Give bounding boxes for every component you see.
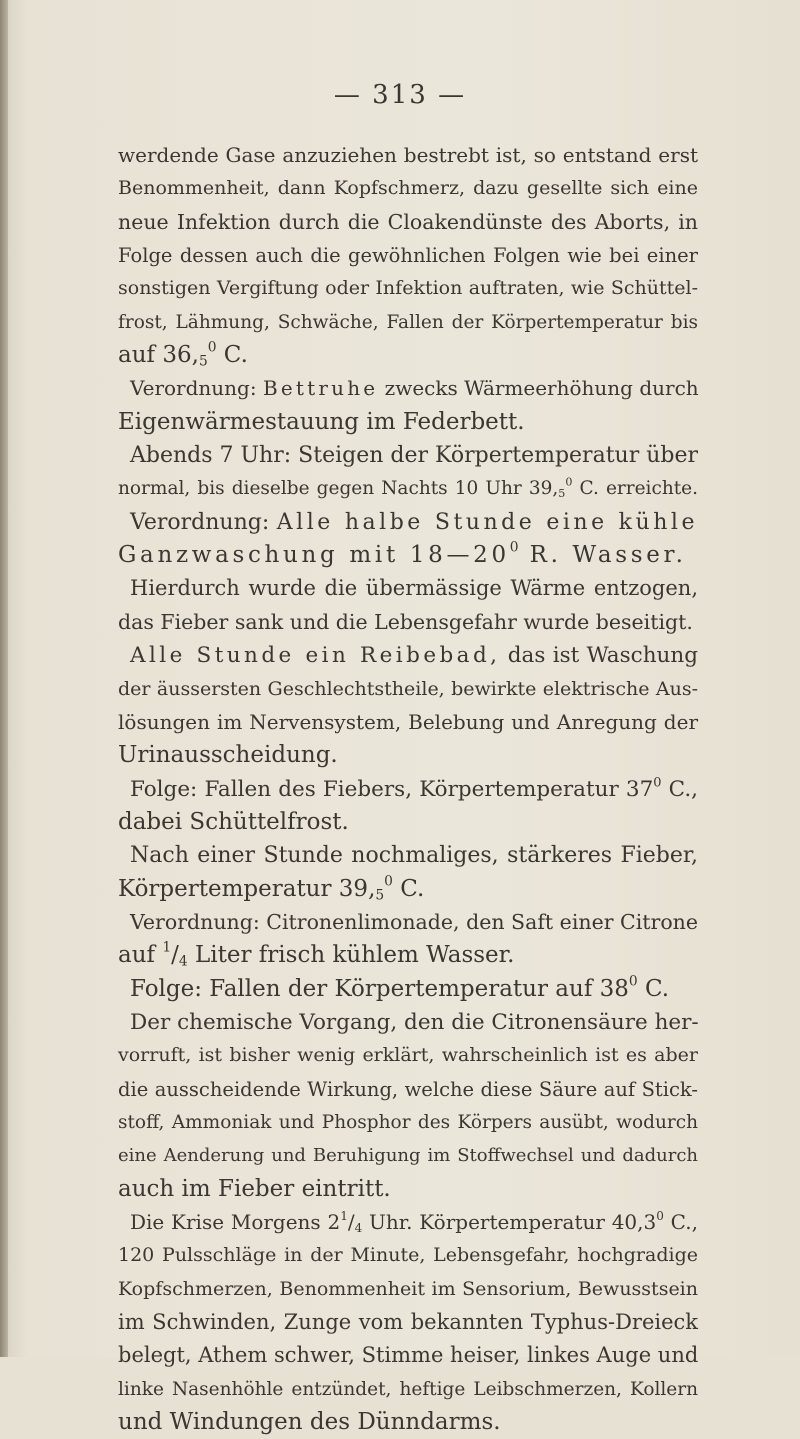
text-segment: und Windungen des Dünndarms. bbox=[118, 1409, 501, 1436]
text-segment: der äussersten Geschlechtstheile, bewirkte elektrische Aus- bbox=[118, 677, 698, 700]
text-segment: Der chemische Vorgang, den die Citronensäure her- bbox=[130, 1009, 699, 1035]
text-segment: R. Wasser. bbox=[518, 542, 687, 569]
text-line bbox=[118, 639, 698, 672]
text-line bbox=[118, 539, 698, 572]
text-segment: normal, bis dieselbe gegen Nachts 10 Uhr 39, bbox=[118, 478, 559, 500]
text-segment: stoff, Ammoniak und Phosphor des Körpers ausübt, wodurch bbox=[118, 1111, 698, 1133]
text-line bbox=[118, 1106, 698, 1139]
text-segment: Die Krise Morgens 2 bbox=[130, 1210, 341, 1234]
text-line bbox=[118, 739, 698, 772]
text-line bbox=[118, 139, 698, 172]
text-segment: Ganzwaschung mit 18—20 bbox=[118, 542, 510, 569]
superscript: 0 bbox=[207, 339, 217, 356]
text-segment: Urinausscheidung. bbox=[118, 742, 338, 769]
text-segment: vorruft, ist bisher wenig erklärt, wahrscheinlich ist es aber bbox=[118, 1044, 698, 1067]
text-segment: Verordnung: bbox=[130, 509, 277, 535]
text-segment: Alle Stunde ein Reibebad, bbox=[130, 643, 501, 669]
text-segment: frost, Lähmung, Schwäche, Fallen der Körpertemperatur bis bbox=[118, 311, 698, 333]
subscript: 5 bbox=[198, 353, 208, 370]
text-segment: C., bbox=[661, 776, 698, 802]
text-segment: Abends 7 Uhr: Steigen der Körpertemperatur über bbox=[130, 443, 698, 469]
text-segment: Folge: Fallen des Fiebers, Körpertemperatur 37 bbox=[130, 776, 654, 802]
superscript: 0 bbox=[656, 1209, 664, 1223]
text-line bbox=[118, 172, 698, 205]
text-line bbox=[118, 1339, 698, 1372]
text-line bbox=[118, 906, 698, 939]
text-segment: eine Aenderung und Beruhigung im Stoffwechsel und dadurch bbox=[118, 1145, 698, 1167]
text-line bbox=[118, 506, 698, 539]
text-line bbox=[118, 472, 698, 505]
text-line bbox=[118, 773, 698, 806]
text-line bbox=[118, 1206, 698, 1239]
text-segment: das ist Waschung bbox=[500, 643, 698, 669]
text-segment: C. erreichte. bbox=[572, 478, 698, 500]
text-line bbox=[118, 1006, 698, 1039]
subscript: 4 bbox=[178, 953, 188, 970]
text-segment: Uhr. Körpertemperatur 40,3 bbox=[362, 1210, 657, 1234]
text-segment: Verordnung: bbox=[130, 376, 263, 401]
text-line bbox=[118, 339, 698, 372]
text-line bbox=[118, 673, 698, 706]
text-segment: Folge: Fallen der Körpertemperatur auf 38 bbox=[130, 975, 629, 1002]
superscript: 0 bbox=[628, 973, 638, 990]
text-segment: Bettruhe bbox=[262, 376, 379, 401]
subscript: 5 bbox=[375, 887, 385, 903]
text-segment: 120 Pulsschläge in der Minute, Lebensgefahr, hochgradige bbox=[118, 1244, 698, 1267]
text-segment: neue Infektion durch die Cloakendünste des Aborts, in bbox=[118, 209, 698, 234]
text-segment: Eigenwärmestauung im Federbett. bbox=[118, 408, 525, 435]
text-segment: auf bbox=[118, 942, 163, 969]
text-line bbox=[118, 706, 698, 739]
superscript: 0 bbox=[384, 873, 393, 890]
text-line bbox=[118, 1373, 698, 1406]
text-line bbox=[118, 973, 698, 1006]
text-segment: / bbox=[171, 942, 179, 969]
text-line bbox=[118, 806, 698, 839]
text-segment: Benommenheit, dann Kopfschmerz, dazu gesellte sich eine bbox=[118, 177, 698, 200]
text-segment: Folge dessen auch die gewöhnlichen Folgen wie bei einer bbox=[118, 244, 698, 268]
text-line bbox=[118, 1406, 698, 1439]
text-segment: belegt, Athem schwer, Stimme heiser, linkes Auge und bbox=[118, 1343, 699, 1368]
text-line bbox=[118, 839, 698, 872]
page-number: — 313 — bbox=[333, 80, 467, 110]
text-segment: auch im Fieber eintritt. bbox=[118, 1175, 391, 1202]
text-line bbox=[118, 372, 698, 405]
text-line bbox=[118, 1239, 698, 1272]
text-segment: linke Nasenhöhle entzündet, heftige Leibschmerzen, Kollern bbox=[118, 1378, 698, 1400]
text-line bbox=[118, 306, 698, 339]
text-line bbox=[118, 939, 698, 972]
body-text bbox=[118, 139, 698, 1439]
text-segment: Liter frisch kühlem Wasser. bbox=[187, 942, 515, 969]
superscript: 0 bbox=[565, 476, 573, 490]
text-line bbox=[118, 1039, 698, 1072]
text-segment: Hierdurch wurde die übermässige Wärme entzogen, bbox=[130, 576, 698, 601]
text-line bbox=[118, 1073, 698, 1106]
text-segment: sonstigen Vergiftung oder Infektion auftraten, wie Schüttel- bbox=[118, 277, 698, 300]
text-segment: C., bbox=[663, 1210, 698, 1234]
text-line bbox=[118, 272, 698, 305]
text-segment: werdende Gase anzuziehen bestrebt ist, so entstand erst bbox=[118, 143, 698, 167]
text-segment: Nach einer Stunde nochmaliges, stärkeres Fieber, bbox=[130, 843, 698, 869]
text-segment: Kopfschmerzen, Benommenheit im Sensorium, Bewusstsein bbox=[118, 1277, 698, 1300]
text-segment: zwecks Wärmeerhöhung durch bbox=[378, 376, 699, 401]
text-segment: lösungen im Nervensystem, Belebung und Anregung der bbox=[118, 709, 698, 734]
text-segment: Alle halbe Stunde eine kühle bbox=[276, 509, 698, 535]
text-line bbox=[118, 206, 698, 239]
subscript: 4 bbox=[354, 1221, 363, 1235]
text-segment: C. bbox=[216, 342, 248, 369]
text-line bbox=[118, 1306, 698, 1339]
text-segment: die ausscheidende Wirkung, welche diese Säure auf Stick- bbox=[118, 1077, 698, 1101]
superscript: 0 bbox=[653, 774, 662, 790]
text-line bbox=[118, 606, 698, 639]
text-line bbox=[118, 572, 698, 605]
text-line bbox=[118, 439, 698, 472]
text-line bbox=[118, 1173, 698, 1206]
text-line bbox=[118, 873, 698, 906]
text-line bbox=[118, 239, 698, 272]
text-segment: C. bbox=[637, 975, 670, 1002]
text-segment: im Schwinden, Zunge vom bekannten Typhus-Dreieck bbox=[118, 1310, 698, 1335]
text-segment: das Fieber sank und die Lebensgefahr wurde beseitigt. bbox=[118, 609, 693, 634]
text-segment: / bbox=[347, 1210, 355, 1234]
superscript: 0 bbox=[509, 539, 519, 556]
superscript: 1 bbox=[340, 1209, 348, 1223]
text-line bbox=[118, 406, 698, 439]
page-binding-edge bbox=[0, 0, 8, 1357]
text-line bbox=[118, 1273, 698, 1306]
text-segment: Verordnung: Citronenlimonade, den Saft einer Citrone bbox=[130, 909, 698, 934]
text-segment: Körpertemperatur 39, bbox=[118, 875, 376, 902]
text-line bbox=[118, 1139, 698, 1172]
text-segment: dabei Schüttelfrost. bbox=[118, 808, 349, 835]
superscript: 1 bbox=[162, 939, 172, 956]
text-segment: auf 36, bbox=[118, 342, 199, 369]
subscript: 5 bbox=[558, 487, 566, 501]
text-segment: C. bbox=[392, 875, 425, 902]
